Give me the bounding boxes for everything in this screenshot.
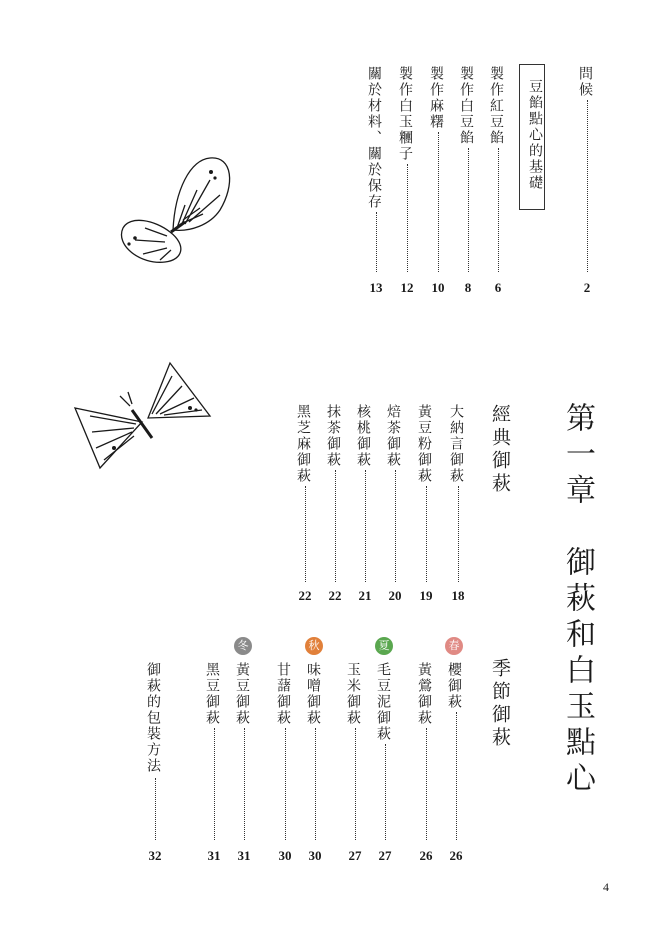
chapter-title: 第一章 御萩和白玉點心 xyxy=(560,402,595,798)
toc-entry-title: 製作白玉糰子 xyxy=(397,66,413,162)
toc-page-number: 13 xyxy=(369,280,383,295)
leader-dots xyxy=(458,486,459,582)
leader-dots xyxy=(365,470,366,582)
leader-dots xyxy=(355,728,356,840)
butterfly-illustration-middle xyxy=(70,358,220,473)
toc-entry-title: 製作紅豆餡 xyxy=(488,66,504,146)
toc-entry-title: 黑豆御萩 xyxy=(204,662,220,726)
butterfly-illustration-top xyxy=(115,150,240,275)
toc-page-number: 31 xyxy=(237,848,251,863)
leader-dots xyxy=(315,728,316,840)
season-badge-autumn: 秋 xyxy=(305,637,323,655)
toc-entry-title: 製作麻糬 xyxy=(428,66,444,130)
toc-page-number: 2 xyxy=(583,280,591,295)
toc-entry-title: 甘藷御萩 xyxy=(275,662,291,726)
toc-page-number: 26 xyxy=(449,848,463,863)
toc-page-number: 30 xyxy=(308,848,322,863)
toc-entry-title: 核桃御萩 xyxy=(355,404,371,468)
toc-entry-title: 毛豆泥御萩 xyxy=(375,662,391,742)
season-badge-spring: 春 xyxy=(445,637,463,655)
toc-entry-title: 關於材料、關於保存 xyxy=(366,66,382,210)
leader-dots xyxy=(285,728,286,840)
seasonal-section-header: 季節御萩 xyxy=(489,658,511,750)
leader-dots xyxy=(376,212,377,272)
toc-page-number: 10 xyxy=(431,280,445,295)
toc-page-number: 18 xyxy=(451,588,465,603)
leader-dots xyxy=(426,728,427,840)
toc-entry-title: 製作白豆餡 xyxy=(458,66,474,146)
toc-page-number: 27 xyxy=(378,848,392,863)
toc-page-number: 30 xyxy=(278,848,292,863)
leader-dots xyxy=(385,744,386,840)
leader-dots xyxy=(426,486,427,582)
toc-entry-title: 味噌御萩 xyxy=(305,662,321,726)
toc-page-number: 27 xyxy=(348,848,362,863)
toc-page-number: 22 xyxy=(328,588,342,603)
toc-entry-title: 黃豆粉御萩 xyxy=(416,404,432,484)
leader-dots xyxy=(335,470,336,582)
toc-page-number: 8 xyxy=(464,280,472,295)
leader-dots xyxy=(305,486,306,582)
page-number: 4 xyxy=(603,880,609,894)
toc-entry-title: 黃豆御萩 xyxy=(234,662,250,726)
toc-page-number: 31 xyxy=(207,848,221,863)
season-badge-summer: 夏 xyxy=(375,637,393,655)
toc-page-number: 12 xyxy=(400,280,414,295)
classic-section-header: 經典御萩 xyxy=(489,404,511,496)
toc-entry-title: 玉米御萩 xyxy=(345,662,361,726)
toc-page-number: 26 xyxy=(419,848,433,863)
toc-entry-title: 抹茶御萩 xyxy=(325,404,341,468)
toc-page-number: 32 xyxy=(148,848,162,863)
toc-page-number: 21 xyxy=(358,588,372,603)
season-badge-winter: 冬 xyxy=(234,637,252,655)
leader-dots xyxy=(407,164,408,272)
basics-section-label: 豆餡點心的基礎 xyxy=(527,79,543,191)
leader-dots xyxy=(498,148,499,272)
toc-entry-title: 大納言御萩 xyxy=(448,404,464,484)
leader-dots xyxy=(155,778,156,840)
leader-dots xyxy=(214,728,215,840)
toc-page-number: 19 xyxy=(419,588,433,603)
leader-dots xyxy=(468,148,469,272)
toc-page-number: 6 xyxy=(494,280,502,295)
leader-dots xyxy=(438,132,439,272)
toc-entry-title: 御萩的包裝方法 xyxy=(145,662,161,774)
toc-entry-title: 黑芝麻御萩 xyxy=(295,404,311,484)
leader-dots xyxy=(244,728,245,840)
basics-section-header xyxy=(519,64,545,210)
toc-entry-title: 問候 xyxy=(577,66,593,98)
toc-entry-title: 黃鶯御萩 xyxy=(416,662,432,726)
leader-dots xyxy=(587,100,588,272)
leader-dots xyxy=(395,470,396,582)
toc-entry-title: 櫻御萩 xyxy=(446,662,462,710)
toc-entry-title: 焙茶御萩 xyxy=(385,404,401,468)
toc-page-number: 22 xyxy=(298,588,312,603)
leader-dots xyxy=(456,712,457,840)
toc-page-number: 20 xyxy=(388,588,402,603)
